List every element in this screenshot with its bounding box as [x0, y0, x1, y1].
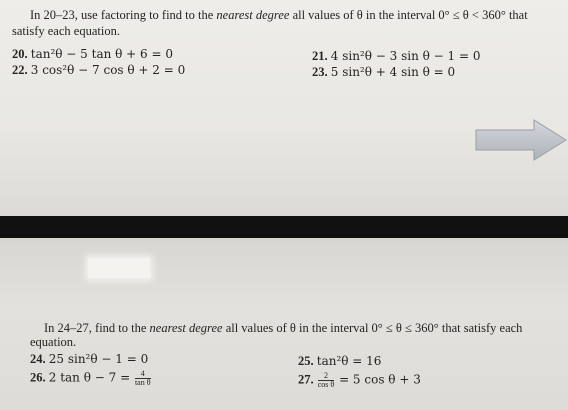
- problem-number: 25.: [298, 354, 314, 368]
- instruction-line-2: satisfy each equation.: [12, 24, 120, 38]
- problem-equation: 3 cos²θ − 7 cos θ + 2 = 0: [30, 63, 186, 77]
- instruction-text: all values of θ in the interval 0° ≤ θ ≤ 360° that satisfy each: [222, 321, 523, 335]
- problem-23: [312, 65, 455, 80]
- problem-27: [298, 372, 421, 389]
- problem-21: [312, 49, 481, 64]
- problem-equation: 2 tan θ − 7 =: [48, 370, 134, 385]
- problem-number: 23.: [312, 65, 328, 79]
- fraction-numerator: 4: [135, 370, 151, 379]
- instruction-text: all values of θ in the interval 0° ≤ θ < 360° that: [289, 8, 528, 22]
- problem-number: 22.: [12, 63, 28, 77]
- problem-number: 27.: [298, 372, 314, 387]
- instruction-line-1: [30, 8, 528, 23]
- fraction-denominator: tan θ: [134, 378, 151, 387]
- problem-22: [12, 63, 185, 78]
- problem-equation: tan²θ = 16: [316, 354, 382, 368]
- problem-25: [298, 354, 381, 369]
- problem-equation: tan²θ − 5 tan θ + 6 = 0: [30, 47, 174, 61]
- instruction-text: In 24–27, find to the: [44, 321, 150, 335]
- problem-number: 21.: [312, 49, 328, 63]
- fraction-numerator: 2: [318, 372, 335, 381]
- problem-24: [30, 352, 148, 367]
- paper-patch: [88, 258, 150, 278]
- problem-equation: 4 sin²θ − 3 sin θ − 1 = 0: [330, 49, 481, 63]
- right-arrow-icon[interactable]: [474, 118, 568, 162]
- problem-number: 20.: [12, 47, 28, 61]
- instruction-text: In 20–23, use factoring to find to the: [30, 8, 217, 22]
- problem-equation: = 5 cos θ + 3: [335, 372, 421, 387]
- fraction: [135, 370, 151, 387]
- fraction: [318, 372, 335, 389]
- instruction-emphasis: nearest degree: [149, 321, 223, 335]
- instruction-emphasis: nearest degree: [216, 8, 290, 22]
- problem-equation: 25 sin²θ − 1 = 0: [48, 352, 149, 366]
- fraction-denominator: cos θ: [317, 380, 335, 389]
- problem-26: [30, 370, 152, 387]
- problem-number: 24.: [30, 352, 46, 366]
- page-separator-band: [0, 216, 568, 238]
- problem-number: 26.: [30, 370, 46, 385]
- instruction-line-4: equation.: [30, 335, 77, 349]
- instruction-line-3: [44, 321, 522, 336]
- problem-20: [12, 47, 173, 62]
- problem-equation: 5 sin²θ + 4 sin θ = 0: [330, 65, 456, 79]
